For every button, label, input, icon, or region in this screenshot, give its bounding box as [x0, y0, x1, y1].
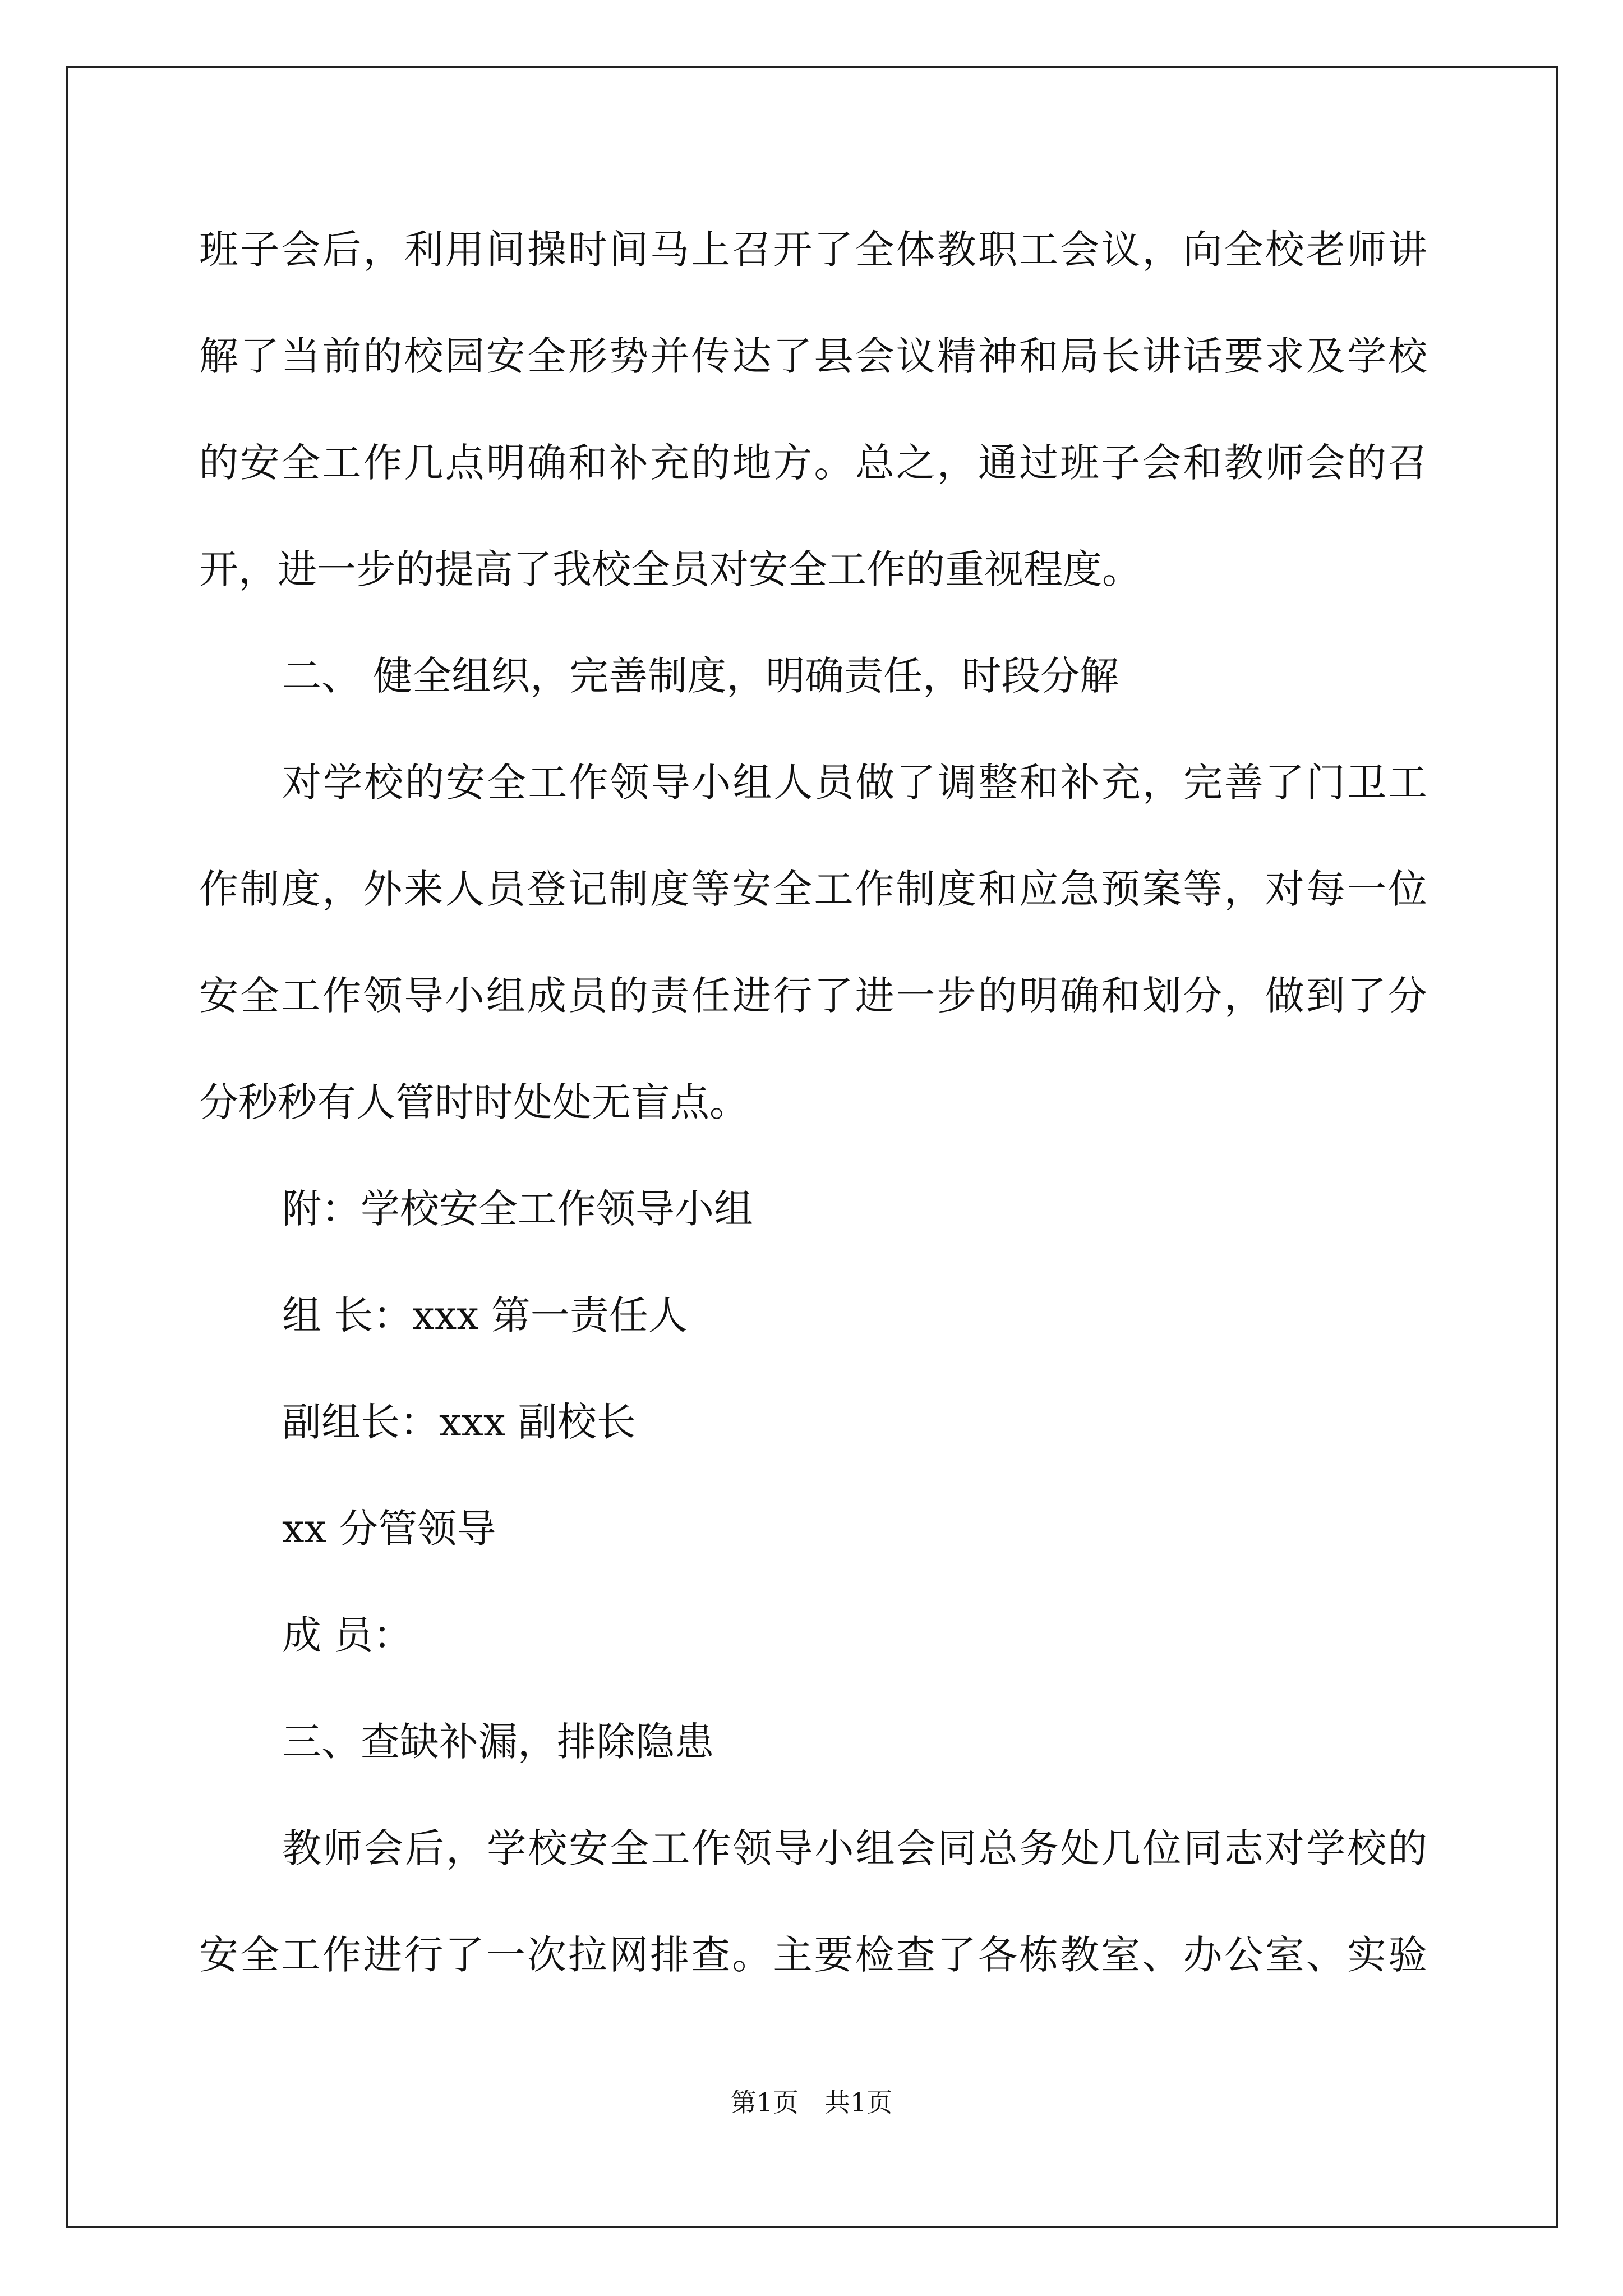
paragraph-line: 教师会后，学校安全工作领导小组会同总务处几位同志对学校的: [282, 1825, 1427, 1871]
paragraph-line: 安全工作进行了一次拉网排查。主要检查了各栋教室、办公室、实验: [199, 1932, 1427, 1978]
paragraph-line: 解了当前的校园安全形势并传达了县会议精神和局长讲话要求及学校: [199, 333, 1427, 379]
section-heading: 二、 健全组织，完善制度，明确责任，时段分解: [282, 653, 1119, 699]
page-number: 第1页 共1页: [730, 2087, 893, 2118]
paragraph-line: 安全工作领导小组成员的责任进行了进一步的明确和划分，做到了分: [199, 973, 1427, 1019]
paragraph-line: 对学校的安全工作领导小组人员做了调整和补充，完善了门卫工: [282, 760, 1427, 806]
paragraph-line: 作制度，外来人员登记制度等安全工作制度和应急预案等，对每一位: [199, 866, 1427, 912]
paragraph-line: 的安全工作几点明确和补充的地方。总之，通过班子会和教师会的召: [199, 440, 1427, 486]
deputy-leader-line: 副组长：xxx 副校长: [282, 1399, 636, 1445]
members-line: 成 员：: [282, 1612, 413, 1658]
paragraph-line: 班子会后，利用间操时间马上召开了全体教职工会议，向全校老师讲: [199, 227, 1427, 273]
document-body: [199, 216, 1427, 2028]
group-leader-line: 组 长：xxx 第一责任人: [282, 1292, 688, 1338]
supervisor-line: xx 分管领导: [282, 1506, 496, 1552]
paragraph-line: 开，进一步的提高了我校全员对安全工作的重视程度。: [199, 546, 1141, 592]
paragraph-line: 分秒秒有人管时时处处无盲点。: [199, 1079, 749, 1125]
appendix-heading: 附：学校安全工作领导小组: [282, 1186, 753, 1232]
section-heading: 三、查缺补漏，排除隐患: [282, 1719, 714, 1765]
